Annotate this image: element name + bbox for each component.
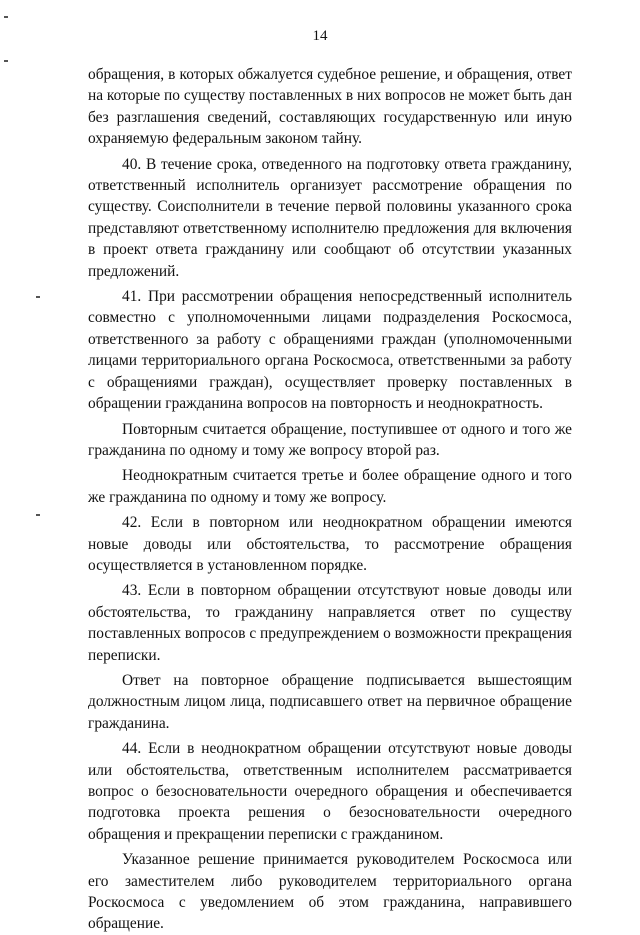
- scan-artifact: [4, 16, 8, 18]
- paragraph: 42. Если в повторном или неоднократном обращении имеются новые доводы или обстоятельства, то рассмотрение обращения осуществляется в установленном порядке.: [88, 514, 572, 574]
- paragraph: 41. При рассмотрении обращения непосредственный исполнитель совместно с уполномоченными лицами подразделения Роскосмоса, ответственного за работу с обращениями граждан (уполномоченными лицами территориального органа Роскосмоса, ответственными за работу с обращениями граждан), осуществляет проверку поставленных в обращении гражданина вопросов на повторность и неоднократность.: [88, 288, 572, 413]
- paragraph: 40. В течение срока, отведенного на подготовку ответа гражданину, ответственный исполнитель организует рассмотрение обращения по существу. Соисполнители в течение первой половины указанного срока представляют ответственному исполнителю предложения для включения в проект ответа гражданину или сообщают об отсутствии указанных предложений.: [88, 155, 572, 280]
- paragraph: Указанное решение принимается руководителем Роскосмоса или его заместителем либо руководителем территориального органа Роскосмоса с уведомлением об этом гражданина, направившего обращение.: [88, 851, 572, 933]
- paragraph: Повторным считается обращение, поступившее от одного и того же гражданина по одному и тому же вопросу второй раз.: [88, 420, 572, 459]
- paragraph: Неоднократным считается третье и более обращение одного и того же гражданина по одному и тому же вопросу.: [88, 467, 572, 506]
- document-body: [88, 64, 572, 935]
- scan-artifact: [4, 60, 8, 62]
- paragraph: 44. Если в неоднократном обращении отсутствуют новые доводы или обстоятельства, ответственным исполнителем рассматривается вопрос о безосновательности очередного обращения и обеспечивается подготовка проекта решения о безосновательности очередного обращения и прекращении переписки с гражданином.: [88, 740, 572, 843]
- paragraph: Ответ на повторное обращение подписывается вышестоящим должностным лицом лица, подписавшего ответ на первичное обращение гражданина.: [88, 671, 572, 732]
- paragraph: обращения, в которых обжалуется судебное решение, и обращения, ответ на которые по существу поставленных в них вопросов не может быть дан без разглашения сведений, составляющих государственную или иную охраняемую федеральным законом тайну.: [88, 66, 572, 148]
- page-number: 14: [312, 28, 328, 44]
- scan-artifact: [36, 514, 40, 516]
- paragraph: 43. Если в повторном обращении отсутствуют новые доводы или обстоятельства, то гражданину направляется ответ по существу поставленных вопросов с предупреждением о возможности прекращения переписки.: [88, 582, 572, 664]
- scan-artifact: [36, 296, 40, 298]
